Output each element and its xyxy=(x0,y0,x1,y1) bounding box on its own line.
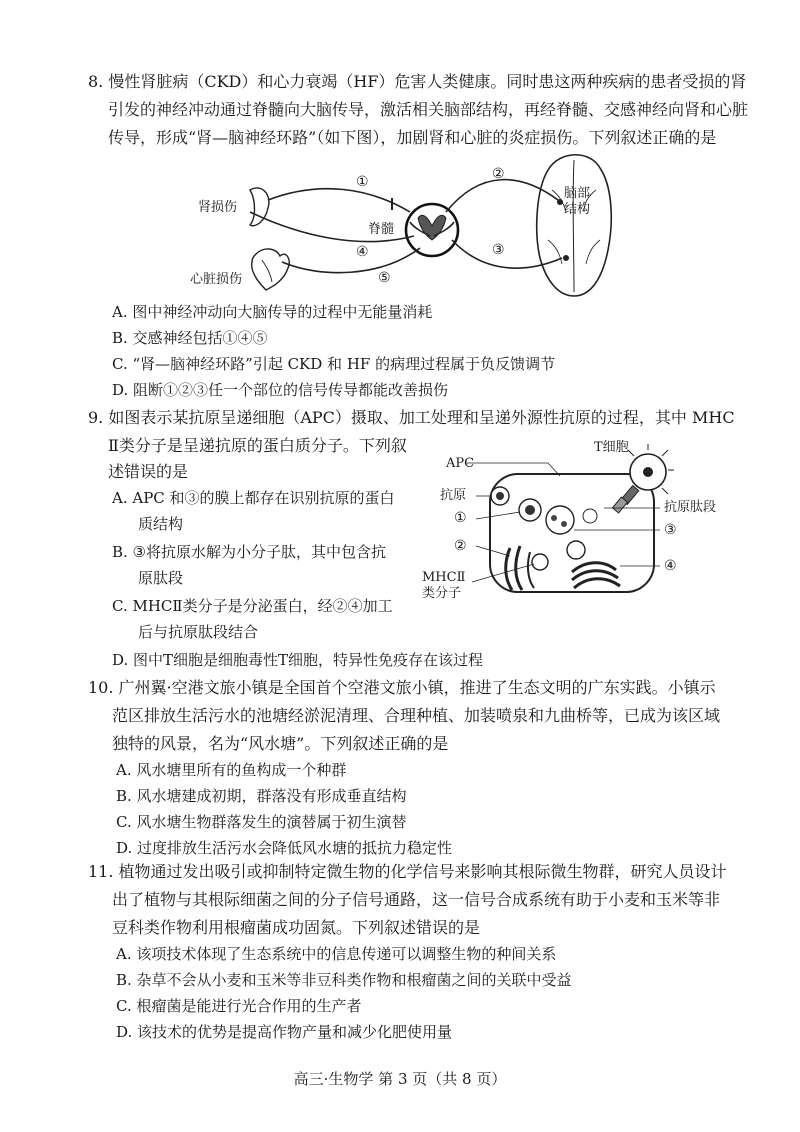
q9-label-peptide: 抗原肽段 xyxy=(664,500,717,515)
q9-option-a-line-2: 质结构 xyxy=(138,515,184,533)
q11-option-c: C. 根瘤菌是能进行光合作用的生产者 xyxy=(116,997,362,1015)
q10-stem-line-1: 10. 广州翼·空港文旅小镇是全国首个空港文旅小镇，推进了生态文明的广东实践。小镇示 xyxy=(88,678,716,697)
q10-option-a: A. 风水塘里所有的鱼构成一个种群 xyxy=(116,761,347,779)
q8-stem-line-1: 8. 慢性肾脏病（CKD）和心力衰竭（HF）危害人类健康。同时患这两种疾病的患者受损的肾 xyxy=(88,72,747,91)
q9-stem-line-3: 述错误的是 xyxy=(108,462,189,481)
q9-marker-2: ② xyxy=(454,538,467,554)
q9-marker-4: ④ xyxy=(664,558,677,574)
q10-option-c: C. 风水塘生物群落发生的演替属于初生演替 xyxy=(116,813,407,831)
q8-option-c: C. “肾—脑神经环路”引起 CKD 和 HF 的病理过程属于负反馈调节 xyxy=(112,355,556,373)
q10-option-d: D. 过度排放生活污水会降低风水塘的抵抗力稳定性 xyxy=(116,839,453,857)
page-footer: 高三·生物学 第 3 页（共 8 页） xyxy=(293,1070,507,1088)
q10-stem-line-2: 范区排放生活污水的池塘经淤泥清理、合理种植、加装喷泉和九曲桥等，已成为该区域 xyxy=(112,706,721,725)
q10-stem-line-3: 独特的风景，名为“风水塘”。下列叙述正确的是 xyxy=(112,734,449,753)
q9-option-c-line-1: C. MHCⅡ类分子是分泌蛋白，经②④加工 xyxy=(112,597,393,615)
q9-option-a-line-1: A. APC 和③的膜上都存在识别抗原的蛋白 xyxy=(112,489,395,507)
q11-option-a: A. 该项技术体现了生态系统中的信息传递可以调整生物的种间关系 xyxy=(116,945,557,963)
q8-marker-4: ④ xyxy=(356,244,369,260)
q9-option-b-line-2: 原肽段 xyxy=(138,569,184,587)
q9-option-d: D. 图中T细胞是细胞毒性T细胞，特异性免疫存在该过程 xyxy=(112,651,484,669)
q9-label-mhc: MHCⅡ类分子 xyxy=(422,570,466,601)
q9-option-c-line-2: 后与抗原肽段结合 xyxy=(138,623,259,641)
q11-stem-line-1: 11. 植物通过发出吸引或抑制特定微生物的化学信号来影响其根际微生物群，研究人员设计 xyxy=(88,862,727,881)
q8-label-heart: 心脏损伤 xyxy=(190,272,243,287)
q8-option-d: D. 阻断①②③任一个部位的信号传导都能改善损伤 xyxy=(112,381,449,399)
q8-option-b: B. 交感神经包括①④⑤ xyxy=(112,329,268,347)
q8-stem-line-2: 引发的神经冲动通过脊髓向大脑传导，激活相关脑部结构，再经脊髓、交感神经向肾和心脏 xyxy=(108,100,749,119)
q11-option-d: D. 该技术的优势是提高作物产量和减少化肥使用量 xyxy=(116,1023,453,1041)
q9-option-b-line-1: B. ③将抗原水解为小分子肽，其中包含抗 xyxy=(112,543,387,561)
q11-option-b: B. 杂草不会从小麦和玉米等非豆科类作物和根瘤菌之间的关联中受益 xyxy=(116,971,572,989)
q8-label-spine: 脊髓 xyxy=(368,222,395,237)
q9-marker-1: ① xyxy=(454,510,467,526)
q8-stem-line-3: 传导，形成“肾—脑神经环路”（如下图），加剧肾和心脏的炎症损伤。下列叙述正确的是 xyxy=(108,128,717,147)
q11-stem-line-2: 出了植物与其根际细菌之间的分子信号通路，这一信号合成系统有助于小麦和玉米等非 xyxy=(112,890,721,909)
q9-stem-line-1: 9. 如图表示某抗原呈递细胞（APC）摄取、加工处理和呈递外源性抗原的过程，其中 MHC xyxy=(88,408,735,427)
q9-label-apc: APC xyxy=(446,456,475,471)
q8-marker-5: ⑤ xyxy=(378,270,391,286)
q8-label-kidney: 肾损伤 xyxy=(198,200,238,215)
q8-marker-3: ③ xyxy=(492,242,505,258)
q9-label-tcell: T细胞 xyxy=(594,440,629,455)
q11-stem-line-3: 豆科类作物利用根瘤菌成功固氮。下列叙述错误的是 xyxy=(112,918,481,937)
q9-label-antigen: 抗原 xyxy=(440,488,467,503)
q9-stem-line-2: Ⅱ类分子是呈递抗原的蛋白质分子。下列叙 xyxy=(108,436,407,455)
q9-marker-3: ③ xyxy=(664,522,677,538)
q8-marker-2: ② xyxy=(492,166,505,182)
q8-marker-1: ① xyxy=(356,174,369,190)
q8-option-a: A. 图中神经冲动向大脑传导的过程中无能量消耗 xyxy=(112,303,433,321)
q8-label-brain: 脑部结构 xyxy=(564,186,591,217)
q10-option-b: B. 风水塘建成初期，群落没有形成垂直结构 xyxy=(116,787,407,805)
